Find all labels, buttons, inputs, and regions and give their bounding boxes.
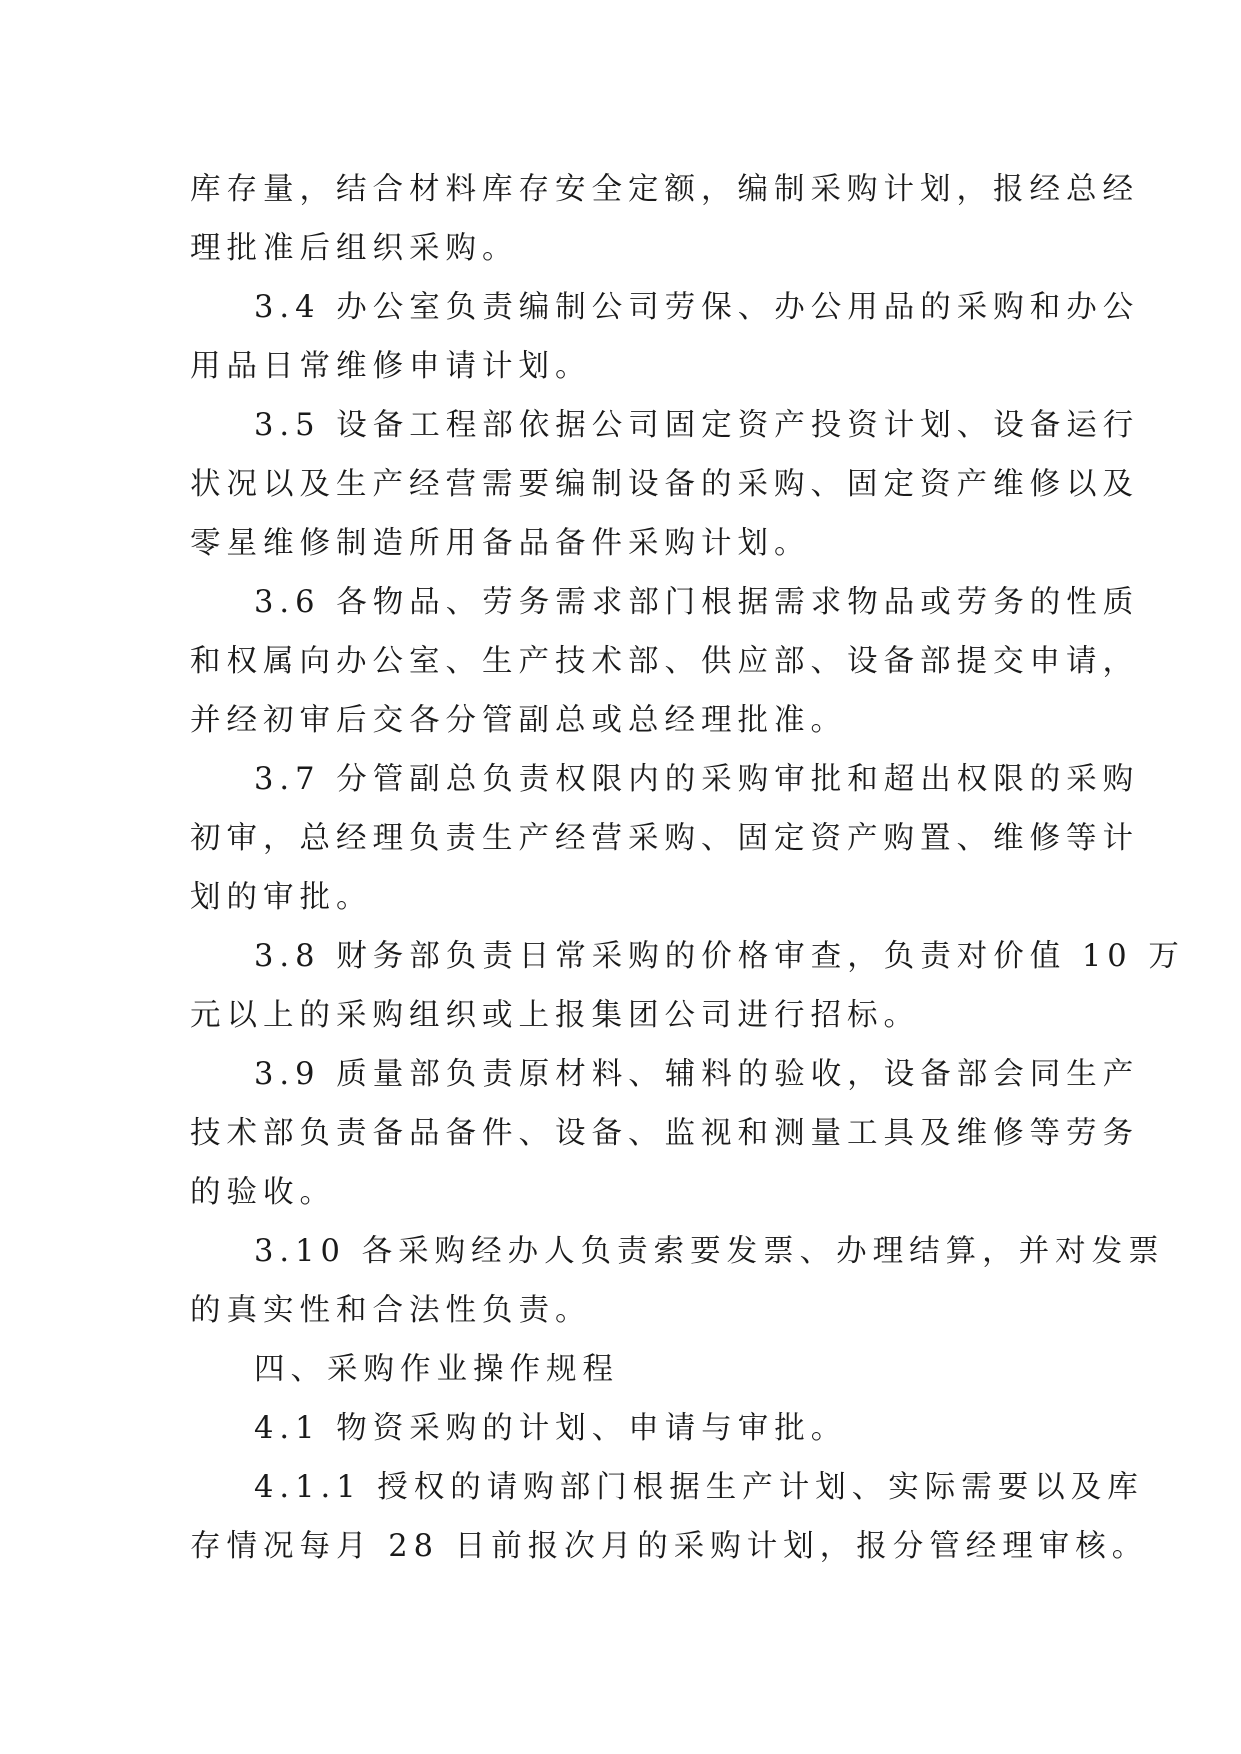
text-line: 元以上的采购组织或上报集团公司进行招标。 [190, 998, 920, 1033]
text-line: 理批准后组织采购。 [190, 231, 519, 266]
text-line: 初审，总经理负责生产经营采购、固定资产购置、维修等计 [190, 821, 1139, 856]
text-line: 3.7 分管副总负责权限内的采购审批和超出权限的采购 [254, 762, 1140, 797]
text-line: 3.4 办公室负责编制公司劳保、办公用品的采购和办公 [254, 290, 1140, 325]
text-line: 和权属向办公室、生产技术部、供应部、设备部提交申请， [190, 644, 1139, 679]
text-line: 状况以及生产经营需要编制设备的采购、固定资产维修以及 [190, 467, 1139, 502]
document-body [190, 160, 1185, 1576]
text-line: 并经初审后交各分管副总或总经理批准。 [190, 703, 847, 738]
text-line: 3.9 质量部负责原材料、辅料的验收，设备部会同生产 [254, 1057, 1140, 1092]
text-line: 3.6 各物品、劳务需求部门根据需求物品或劳务的性质 [254, 585, 1140, 620]
text-line: 3.8 财务部负责日常采购的价格审查，负责对价值 10 万 [254, 939, 1185, 974]
text-line: 存情况每月 28 日前报次月的采购计划，报分管经理审核。 [190, 1529, 1149, 1564]
text-line: 用品日常维修申请计划。 [190, 349, 592, 384]
text-line: 的真实性和合法性负责。 [190, 1293, 592, 1328]
text-line: 划的审批。 [190, 880, 373, 915]
text-line: 4.1.1 授权的请购部门根据生产计划、实际需要以及库 [254, 1470, 1144, 1505]
text-line: 3.10 各采购经办人负责索要发票、办理结算，并对发票 [254, 1234, 1165, 1269]
text-line: 四、采购作业操作规程 [254, 1352, 619, 1387]
text-line: 库存量，结合材料库存安全定额，编制采购计划，报经总经 [190, 172, 1139, 207]
text-line: 的验收。 [190, 1175, 336, 1210]
text-line: 零星维修制造所用备品备件采购计划。 [190, 526, 811, 561]
text-line: 3.5 设备工程部依据公司固定资产投资计划、设备运行 [254, 408, 1140, 443]
text-line: 技术部负责备品备件、设备、监视和测量工具及维修等劳务 [190, 1116, 1139, 1151]
text-line: 4.1 物资采购的计划、申请与审批。 [254, 1411, 848, 1446]
